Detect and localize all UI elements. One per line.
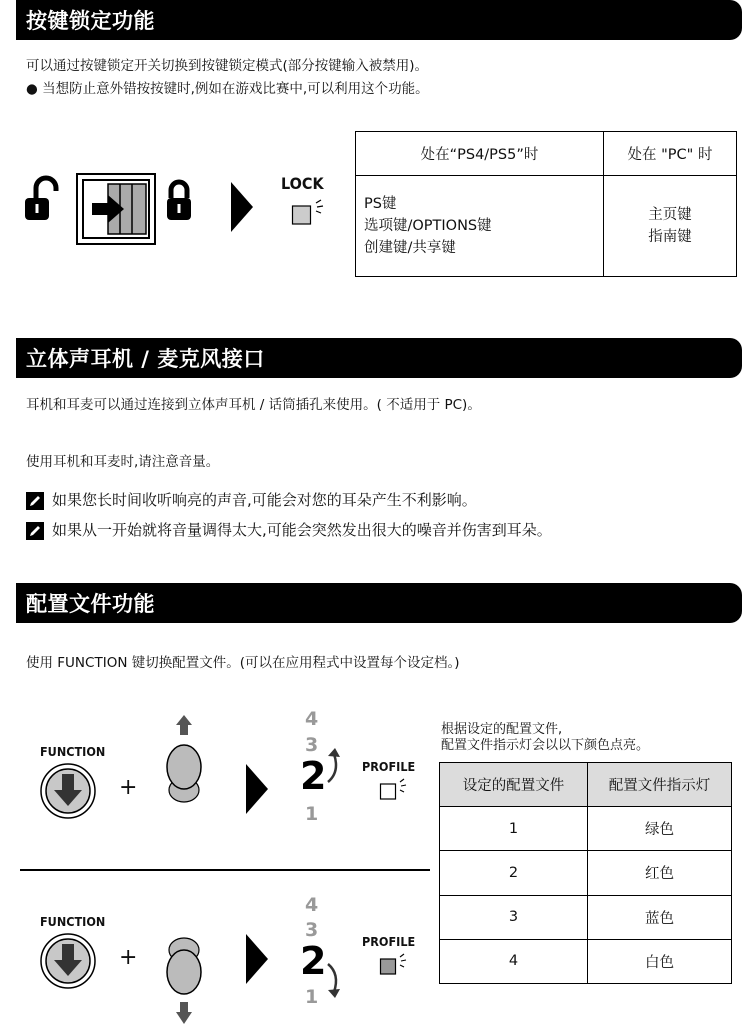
section-title: 配置文件功能 [26, 592, 155, 616]
arrow-right-icon [246, 934, 272, 984]
lock-keys-table [355, 131, 737, 277]
header-pc: 处在 "PC" 时 [604, 132, 737, 176]
profile-label: PROFILE [362, 759, 416, 774]
divider [20, 869, 430, 871]
profile-number: 3 [305, 734, 319, 756]
home-key: 主页键 [648, 207, 692, 223]
profile-number-current: 2 [300, 754, 327, 798]
section-header-keylock [16, 0, 742, 40]
lock-switch-icon [77, 174, 155, 244]
keylock-desc: 可以通过按键锁定开关切换到按键锁定模式(部分按键输入被禁用)。 [26, 58, 429, 74]
color-cell: 蓝色 [588, 895, 732, 939]
section-header-headset [16, 338, 742, 378]
note-icon [26, 522, 44, 540]
table-row [440, 939, 732, 983]
plus-sign: + [119, 945, 138, 970]
function-label: FUNCTION [40, 914, 106, 929]
profile-desc: 使用 FUNCTION 键切换配置文件。(可以在应用程式中设置每个设定档。) [26, 655, 460, 671]
headset-caution: 使用耳机和耳麦时,请注意音量。 [26, 454, 220, 470]
header-led: 配置文件指示灯 [588, 763, 732, 807]
profile-cell: 3 [440, 895, 588, 939]
function-button-icon [40, 932, 100, 992]
color-cell: 红色 [588, 851, 732, 895]
profile-led-icon [380, 953, 410, 979]
create-key: 创建键/共享键 [364, 240, 456, 256]
keylock-bullet: ● 当想防止意外错按按键时,例如在游戏比赛中,可以利用这个功能。 [26, 81, 429, 97]
arrow-right-icon [231, 182, 257, 232]
header-profile: 设定的配置文件 [440, 763, 588, 807]
curved-arrow-up-icon [326, 748, 346, 788]
section-title: 立体声耳机 / 麦克风接口 [26, 347, 265, 371]
profile-cell: 1 [440, 807, 588, 851]
profile-number: 3 [305, 919, 319, 941]
curved-arrow-down-icon [326, 962, 346, 1002]
profile-number-current: 2 [300, 939, 327, 983]
section-title: 按键锁定功能 [26, 9, 155, 33]
profile-note-line1: 根据设定的配置文件, [441, 722, 563, 737]
plus-sign: + [119, 775, 138, 800]
color-cell: 白色 [588, 939, 732, 983]
profile-color-table [439, 762, 732, 984]
lock-label: LOCK [281, 174, 324, 193]
locked-padlock-icon [167, 182, 191, 220]
profile-cell: 4 [440, 939, 588, 983]
table-row [440, 807, 732, 851]
unlocked-padlock-icon [25, 178, 56, 220]
options-key: 选项键/OPTIONS键 [364, 218, 492, 234]
profile-number: 1 [305, 803, 319, 825]
color-cell: 绿色 [588, 807, 732, 851]
lock-led-icon [292, 198, 332, 228]
pc-keys-cell [604, 176, 737, 277]
table-row [440, 895, 732, 939]
function-button-icon [40, 762, 100, 822]
profile-cell: 2 [440, 851, 588, 895]
profile-note-line2: 配置文件指示灯会以以下颜色点亮。 [441, 738, 650, 753]
warning-line: 如果从一开始就将音量调得太大,可能会突然发出很大的噪音并伤害到耳朵。 [52, 521, 552, 539]
arrow-right-icon [246, 764, 272, 814]
profile-number: 4 [305, 894, 319, 916]
section-header-profile [16, 583, 742, 623]
guide-key: 指南键 [648, 229, 692, 245]
ps-keys-cell [356, 176, 604, 277]
header-ps: 处在“PS4/PS5”时 [356, 132, 604, 176]
stick-up-icon [164, 715, 204, 805]
headset-desc: 耳机和耳麦可以通过连接到立体声耳机 / 话筒插孔来使用。( 不适用于 PC)。 [26, 397, 481, 413]
warning-line: 如果您长时间收听响亮的声音,可能会对您的耳朵产生不利影响。 [52, 491, 477, 509]
table-row [440, 851, 732, 895]
profile-number: 4 [305, 708, 319, 730]
ps-key: PS键 [364, 196, 397, 212]
profile-number: 1 [305, 986, 319, 1008]
profile-label: PROFILE [362, 934, 416, 949]
function-label: FUNCTION [40, 744, 106, 759]
lock-switch-illustration [22, 170, 252, 260]
note-icon [26, 492, 44, 510]
stick-down-icon [164, 932, 204, 1027]
profile-led-icon [380, 778, 410, 804]
